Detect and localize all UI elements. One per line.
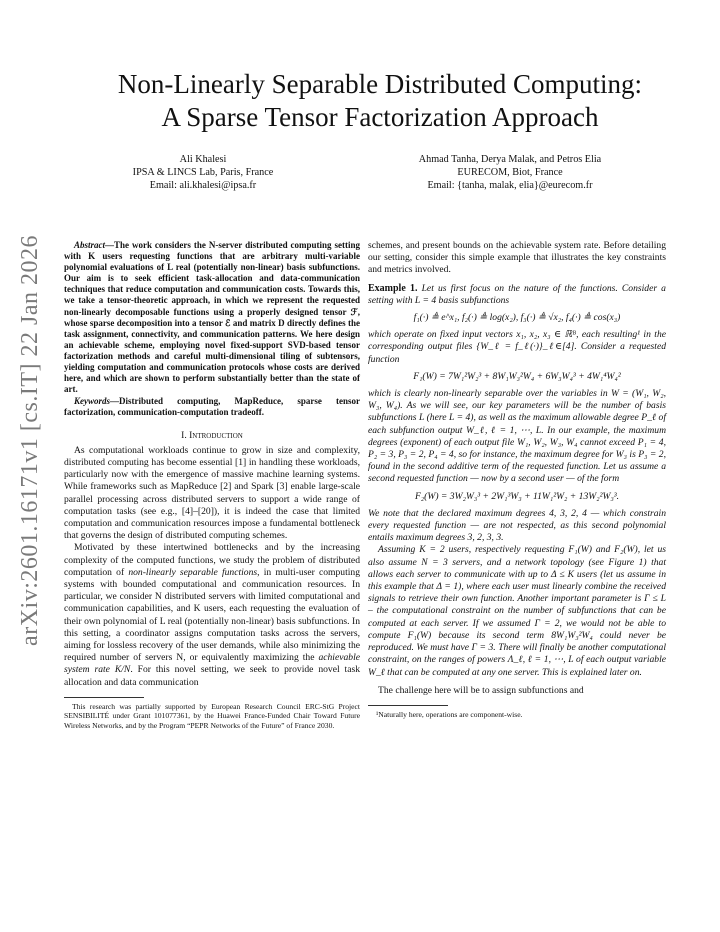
author-affiliation: IPSA & LINCS Lab, Paris, France <box>132 167 274 178</box>
author-block-2 <box>330 153 690 192</box>
example-1 <box>368 283 666 307</box>
right-paragraph-end: The challenge here will be to assign subfunctions and <box>378 684 584 696</box>
intro-p2-a: Motivated by these intertwined bottlenecks and by the increasing complexity of the computed functions, we study the problem of distributed computation of <box>64 542 360 578</box>
intro-p2-emphasis: non-linearly separable functions <box>128 566 258 578</box>
equation-basis-functions: f₁(·) ≜ e^x₁, f₂(·) ≜ log(x₂), f₃(·) ≜ √x₂, f₄(·) ≜ cos(x₃) <box>413 312 621 324</box>
keywords <box>64 396 360 418</box>
keywords-label: Keywords <box>74 396 110 407</box>
left-column <box>64 240 360 730</box>
example-text-4: We note that the declared maximum degrees 4, 3, 2, 4 — which constrain every requested function — are not respected, as this second polynomial entails maximum degrees 3, 2, 3, 3. <box>368 507 666 544</box>
intro-p2-emphasis-2: achievable system rate K/N <box>64 652 360 676</box>
example-label: Example 1. <box>368 282 418 294</box>
equation-f1: F₁(W) = 7W₁²W₂³ + 8W₁W₃²W₄ + 6W₃W₄³ + 4W₁⁴W₄² <box>413 370 621 382</box>
intro-paragraph-2 <box>64 542 360 688</box>
example-text-1: Let us first focus on the nature of the functions. Consider a setting with L = 4 basis subfunctions <box>368 282 666 306</box>
author-name: Ali Khalesi <box>179 154 227 165</box>
author-email: Email: {tanha, malak, elia}@eurecom.fr <box>427 180 593 191</box>
intro-paragraph-1: As computational workloads continue to grow in size and complexity, distributed computing has become essential [1] in handling these workloads, particularly now with the emergence of massive machine learning systems. While frameworks such as MapReduce [2] and Spark [3] enable large-scale parallel processing across distributed servers to support a wide range of computation tasks (see e.g., [4]–[20]), it is indeed the case that limited computation and communication resources impose a fundamental bottleneck that governs the design of distributed computing schemes. <box>64 444 360 542</box>
paper-title <box>60 68 700 134</box>
keywords-text: —Distributed computing, MapReduce, sparse tensor factorization, communication-computation tradeoff. <box>64 396 360 418</box>
footnote-divider <box>64 697 144 698</box>
example-text-3: which is clearly non-linearly separable over the variables in W = (W₁, W₂, W₃, W₄). As we will see, our key parameters will be the number of basis subfunctions L (here L = 4), as well as the maximum allowable degree P_ℓ of each subfunction output W_ℓ, ℓ = 1, ⋯, L. In our example, the maximum degrees (exponent) of each output file W₁, W₂, W₃, W₄ cannot exceed P₁ = 4, P₂ = 3, P₃ = 2, P₄ = 4, so for instance, the maximum degree for W₃ is P₃ = 2, found in the second additive term of the requested function. Let us assume a second requested function — now by a second user — of the form <box>368 388 666 485</box>
abstract-text: —The work considers the N-server distributed computing setting with K users requesting functions that are arbitrary multi-variable polynomial evaluations of L real (potentially non-linear) basis subfunctions. Our aim is to seek efficient task-allocation and data-communication techniques that reduce computation and communication costs. Towards this, we take a tensor-theoretic approach, in which we represent the requested non-linearly decomposable functions using a properly designed tensor ℱ, whose sparse decomposition into a tensor ℰ and matrix D directly defines the task assignment, connectivity, and communication patterns. We here design an achievable scheme, employing novel fixed-support SVD-based tensor factorization methods and careful multi-dimensional tiling of subtensors, yielding computation and communication protocols whose costs are derived here, and which are shown to perform substantially better than the state of art. <box>64 240 360 395</box>
intro-p2-b: , in multi-user computing systems with bounded computational and communication resources. In particular, we consider N distributed servers with limited computational and communication capabilities, and K users, each requesting the evaluation of their own polynomial of L real (potentially non-linear) basis subfunctions. In this setting, a coordinator assigns computation tasks across the servers, aiming for lossless recovery of the user demands, while also minimizing the required number of servers N, or equivalently maximizing the <box>64 566 361 664</box>
footnote-divider-right <box>368 705 448 706</box>
abstract-label: Abstract <box>74 240 106 250</box>
right-paragraph-0: schemes, and present bounds on the achievable system rate. Before detailing our setting, consider this simple example that illustrates the key constraints and metrics involved. <box>368 240 666 276</box>
section-heading: I. Introduction <box>181 429 243 441</box>
title-line-1: Non-Linearly Separable Distributed Computing: <box>117 69 643 99</box>
equation-f2: F₂(W) = 3W₂W₃³ + 2W₁³W₃ + 11W₁²W₂ + 13W₂²W₃³. <box>414 490 620 502</box>
author-block-1 <box>98 153 308 192</box>
arxiv-side-label: arXiv:2601.16171v1 [cs.IT] 22 Jan 2026 <box>17 235 43 646</box>
intro-p2-c: . For this novel setting, we seek to provide novel task allocation and data communication <box>64 664 361 688</box>
example-text-5: Assuming K = 2 users, respectively requesting F₁(W) and F₂(W), let us also assume N = 3 servers, and a network topology (see Figure 1) that allows each server to communicate with up to Δ ≤ K users (let us assume in this example that Δ = 1), where each user must linearly combine the received signals to retrieve their own function. Another important parameter is Γ ≤ L – the computational constraint on the number of subfunctions that can be computed at each server. If we assumed Γ = 2, we would not be able to compute F₁(W) because its second term 8W₁W₃²W₄ could never be reproduced. We must have Γ = 3. There will finally be another computational constraint, on the ranges of powers Λ_ℓ, ℓ = 1, ⋯, L of each output variable W_ℓ that can be computed at any one server. This is explained later on. <box>368 544 666 678</box>
author-email: Email: ali.khalesi@ipsa.fr <box>149 180 257 191</box>
title-line-2: A Sparse Tensor Factorization Approach <box>161 102 599 132</box>
footnote-1: ¹Naturally here, operations are component-wise. <box>376 709 523 719</box>
abstract <box>64 240 360 395</box>
funding-footnote: This research was partially supported by European Research Council ERC-StG Project SENSIBILITÉ under Grant 101077361, by the Huawei France-Funded Chair Toward Future Wireless Networks, and by the Program “PEPR Networks of the Future” of France 2030. <box>64 701 360 730</box>
example-text-2: which operate on fixed input vectors x₁, x₂, x₃ ∈ ℝᴮ, each resulting¹ in the corresponding output files {W_ℓ = f_ℓ(·)}_ℓ∈[4]. Consider a requested function <box>368 329 666 365</box>
author-name: Ahmad Tanha, Derya Malak, and Petros Elia <box>418 154 602 165</box>
right-column <box>368 240 666 719</box>
author-affiliation: EURECOM, Biot, France <box>457 167 563 178</box>
